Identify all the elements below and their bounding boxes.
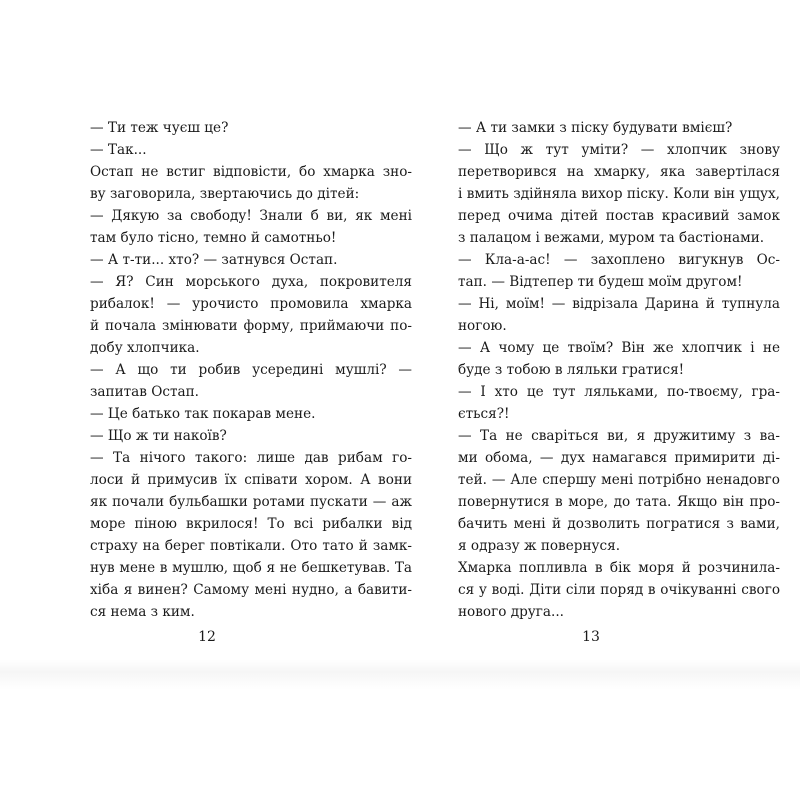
text-line: з палацом і вежами, муром та бастіонами. bbox=[458, 230, 765, 246]
text-line: бачить мені й дозволить погратися з вами, bbox=[458, 516, 780, 532]
text-line: — Я? Син морського духа, покровителя bbox=[90, 274, 412, 290]
text-line: запитав Остап. bbox=[90, 384, 200, 400]
text-line: Хмарка попливла в бік моря й розчинила- bbox=[458, 560, 780, 576]
text-line: перед очима дітей постав красивий замок bbox=[458, 208, 780, 224]
text-line: добу хлопчика. bbox=[90, 340, 200, 356]
text-line: — Та нічого такого: лише дав рибам го- bbox=[90, 450, 412, 466]
text-line: ся у воді. Діти сіли поряд в очікуванні свого bbox=[458, 582, 780, 598]
text-line: ногою. bbox=[458, 318, 507, 334]
text-line: рибалок! — урочисто промовила хмарка bbox=[90, 296, 412, 312]
right-page-text bbox=[458, 117, 780, 623]
text-line: буде з тобою в ляльки гратися! bbox=[458, 362, 685, 378]
text-line: повернутися в море, до тата. Якщо він про- bbox=[458, 494, 780, 510]
text-line: ся нема з ким. bbox=[90, 604, 195, 620]
text-line: ється?! bbox=[458, 406, 510, 422]
text-line: там було тісно, темно й самотньо! bbox=[90, 230, 337, 246]
text-line: страху на берег повтікали. Ото тато й замк- bbox=[90, 538, 412, 554]
text-line: море піною вкрилося! То всі рибалки від bbox=[90, 516, 412, 532]
text-line: — А що ти робив усередині мушлі? — bbox=[90, 362, 412, 378]
text-line: — Дякую за свободу! Знали б ви, як мені bbox=[90, 208, 412, 224]
text-line: ву заговорила, звертаючись до дітей: bbox=[90, 186, 360, 202]
text-line: — І хто це тут ляльками, по-твоєму, гра- bbox=[458, 384, 780, 400]
text-line: і вмить здійняла вихор піску. Коли він ущух, bbox=[458, 186, 780, 202]
text-line: — Це батько так покарав мене. bbox=[90, 406, 316, 422]
text-line: — Та не сваріться ви, я дружитиму з ва- bbox=[458, 428, 780, 444]
text-line: — Кла-а-ас! — захоплено вигукнув Ос- bbox=[458, 252, 780, 268]
text-line: тей. — Але спершу мені потрібно ненадовго bbox=[458, 472, 780, 488]
text-line: лоси й примусив їх співати хором. А вони bbox=[90, 472, 412, 488]
text-line: — Що ж ти накоїв? bbox=[90, 428, 227, 444]
text-line: — А ти замки з піску будувати вмієш? bbox=[458, 120, 733, 136]
text-line: нув мене в мушлю, щоб я не бешкетував. Та bbox=[90, 560, 412, 576]
text-line: — А чому це твоїм? Він же хлопчик і не bbox=[458, 340, 780, 356]
left-page-text bbox=[90, 117, 412, 623]
text-line: — Так... bbox=[90, 142, 147, 158]
text-line: — Ні, моїм! — відрізала Дарина й тупнула bbox=[458, 296, 780, 312]
text-line: хіба я винен? Самому мені нудно, а бавити- bbox=[90, 582, 412, 598]
text-line: — Ти теж чуєш це? bbox=[90, 120, 229, 136]
text-line: й почала змінювати форму, приймаючи по- bbox=[90, 318, 412, 334]
text-line: ми обома, — дух намагався примирити ді- bbox=[458, 450, 780, 466]
text-line: — Що ж тут уміти? — хлопчик знову bbox=[458, 142, 780, 158]
text-line: як почали бульбашки ротами пускати — аж bbox=[90, 494, 412, 510]
text-line: я одразу ж повернуся. bbox=[458, 538, 621, 554]
text-line: — А т-ти... хто? — затнувся Остап. bbox=[90, 252, 338, 268]
text-line: тап. — Відтепер ти будеш моїм другом! bbox=[458, 274, 743, 290]
page-number-left: 12 bbox=[198, 629, 216, 645]
page-number-right: 13 bbox=[582, 629, 600, 645]
text-line: перетворився на хмарку, яка завертілася bbox=[458, 164, 780, 180]
page-bottom-shadow bbox=[0, 660, 800, 690]
text-line: нового друга... bbox=[458, 604, 564, 620]
text-line: Остап не встиг відповісти, бо хмарка зно- bbox=[90, 164, 412, 180]
